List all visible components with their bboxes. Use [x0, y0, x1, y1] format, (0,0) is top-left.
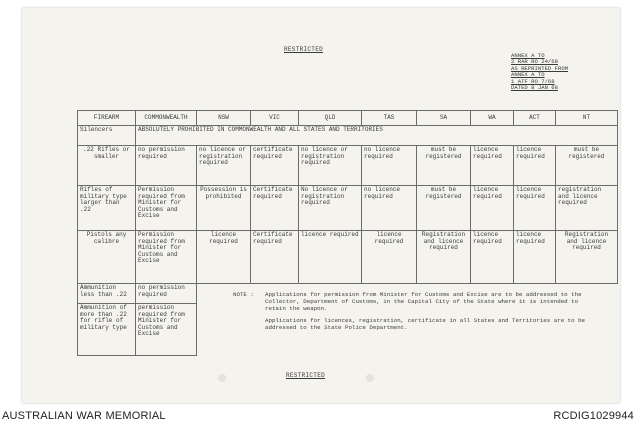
- column-header: NT: [556, 111, 618, 126]
- note-label: NOTE :: [233, 291, 254, 298]
- annex-reference: [511, 53, 568, 91]
- column-header: FIREARM: [78, 111, 136, 126]
- table-cell: licence required: [514, 146, 556, 186]
- note-block: [233, 291, 597, 332]
- table-cell: Possession is prohibited: [197, 186, 251, 231]
- annex-line: DATED 8 JAN 68: [511, 84, 558, 92]
- annex-line: 1 ATF RO 7/68: [511, 77, 555, 85]
- column-header: WA: [471, 111, 514, 126]
- column-header: NSW: [197, 111, 251, 126]
- table-cell: licence required: [471, 231, 514, 284]
- document-page: [22, 8, 620, 403]
- table-cell: licence required: [197, 231, 251, 284]
- firearm-label: .22 Rifles or smaller: [78, 146, 136, 186]
- table-cell: Registration and licence required: [556, 231, 618, 284]
- annex-line: 2 RAR RO 24/68: [511, 58, 558, 66]
- table-cell: licence required: [514, 186, 556, 231]
- table-cell: licence required: [299, 231, 362, 284]
- table-cell: certificate required: [251, 146, 299, 186]
- table-cell: No licence or registration required: [299, 186, 362, 231]
- top-security-marking: RESTRICTED: [284, 46, 324, 53]
- annex-line: AS REPRINTED FROM: [511, 64, 569, 72]
- table-cell: Permission required from Minister for Customs and Excise: [136, 186, 197, 231]
- note-paragraph: Applications for licences, registration, certificate in all States and Territories are to be addressed to the State Police Department.: [265, 317, 586, 332]
- table-cell: no permission required: [136, 146, 197, 186]
- table-cell: must be registered: [417, 186, 471, 231]
- table-cell: no permission required: [136, 284, 197, 304]
- table-cell: no licence or registration required: [299, 146, 362, 186]
- firearm-label: Rifles of military type larger than .22: [78, 186, 136, 231]
- table-row: [78, 186, 618, 231]
- silencers-prohibition: ABSOLUTELY PROHIBITED IN COMMONWEALTH AND ALL STATES AND TERRITORIES: [136, 126, 618, 146]
- silencers-row: [78, 126, 618, 146]
- table-cell: Permission required from Minister for Customs and Excise: [136, 231, 197, 284]
- bottom-security-marking: RESTRICTED: [286, 372, 326, 379]
- table-cell: no licence required: [362, 146, 417, 186]
- table-cell: licence required: [362, 231, 417, 284]
- table-header-row: [78, 111, 618, 126]
- table-cell: Certificate required: [251, 186, 299, 231]
- firearm-label: Ammunition less than .22: [78, 284, 136, 304]
- table-cell: Certificate required: [251, 231, 299, 284]
- footer-record-id: RCDIG1029944: [553, 410, 634, 422]
- punch-hole: [366, 374, 374, 382]
- annex-line: ANNEX A TO: [511, 71, 545, 79]
- column-header: ACT: [514, 111, 556, 126]
- column-header: TAS: [362, 111, 417, 126]
- column-header: COMMONWEALTH: [136, 111, 197, 126]
- table-cell: must be registered: [556, 146, 618, 186]
- footer-institution: AUSTRALIAN WAR MEMORIAL: [2, 410, 166, 422]
- table-cell: Registration and licence required: [417, 231, 471, 284]
- table-cell: licence required: [471, 146, 514, 186]
- firearm-label: Ammunition of more than .22 for rifle of military type: [78, 304, 136, 356]
- annex-line: ANNEX A TO: [511, 52, 545, 59]
- table-cell: permission required from Minister for Customs and Excise: [136, 304, 197, 356]
- table-row: [78, 146, 618, 186]
- note-paragraph: Applications for permission from Minister for Customs and Excise are to be addressed to the Collector, Department of Customs, in the Capital City of the State where it is intended to retain the weapon.: [265, 291, 582, 312]
- table-cell: no licence required: [362, 186, 417, 231]
- column-header: VIC: [251, 111, 299, 126]
- table-cell: no licence or registration required: [197, 146, 251, 186]
- firearm-label: Silencers: [78, 126, 136, 146]
- column-header: QLD: [299, 111, 362, 126]
- table-cell: licence required: [471, 186, 514, 231]
- table-row: [78, 231, 618, 284]
- punch-hole: [218, 374, 226, 382]
- firearm-label: Pistols any calibre: [78, 231, 136, 284]
- table-cell: must be registered: [417, 146, 471, 186]
- column-header: SA: [417, 111, 471, 126]
- table-cell: registration and licence required: [556, 186, 618, 231]
- table-cell: licence required: [514, 231, 556, 284]
